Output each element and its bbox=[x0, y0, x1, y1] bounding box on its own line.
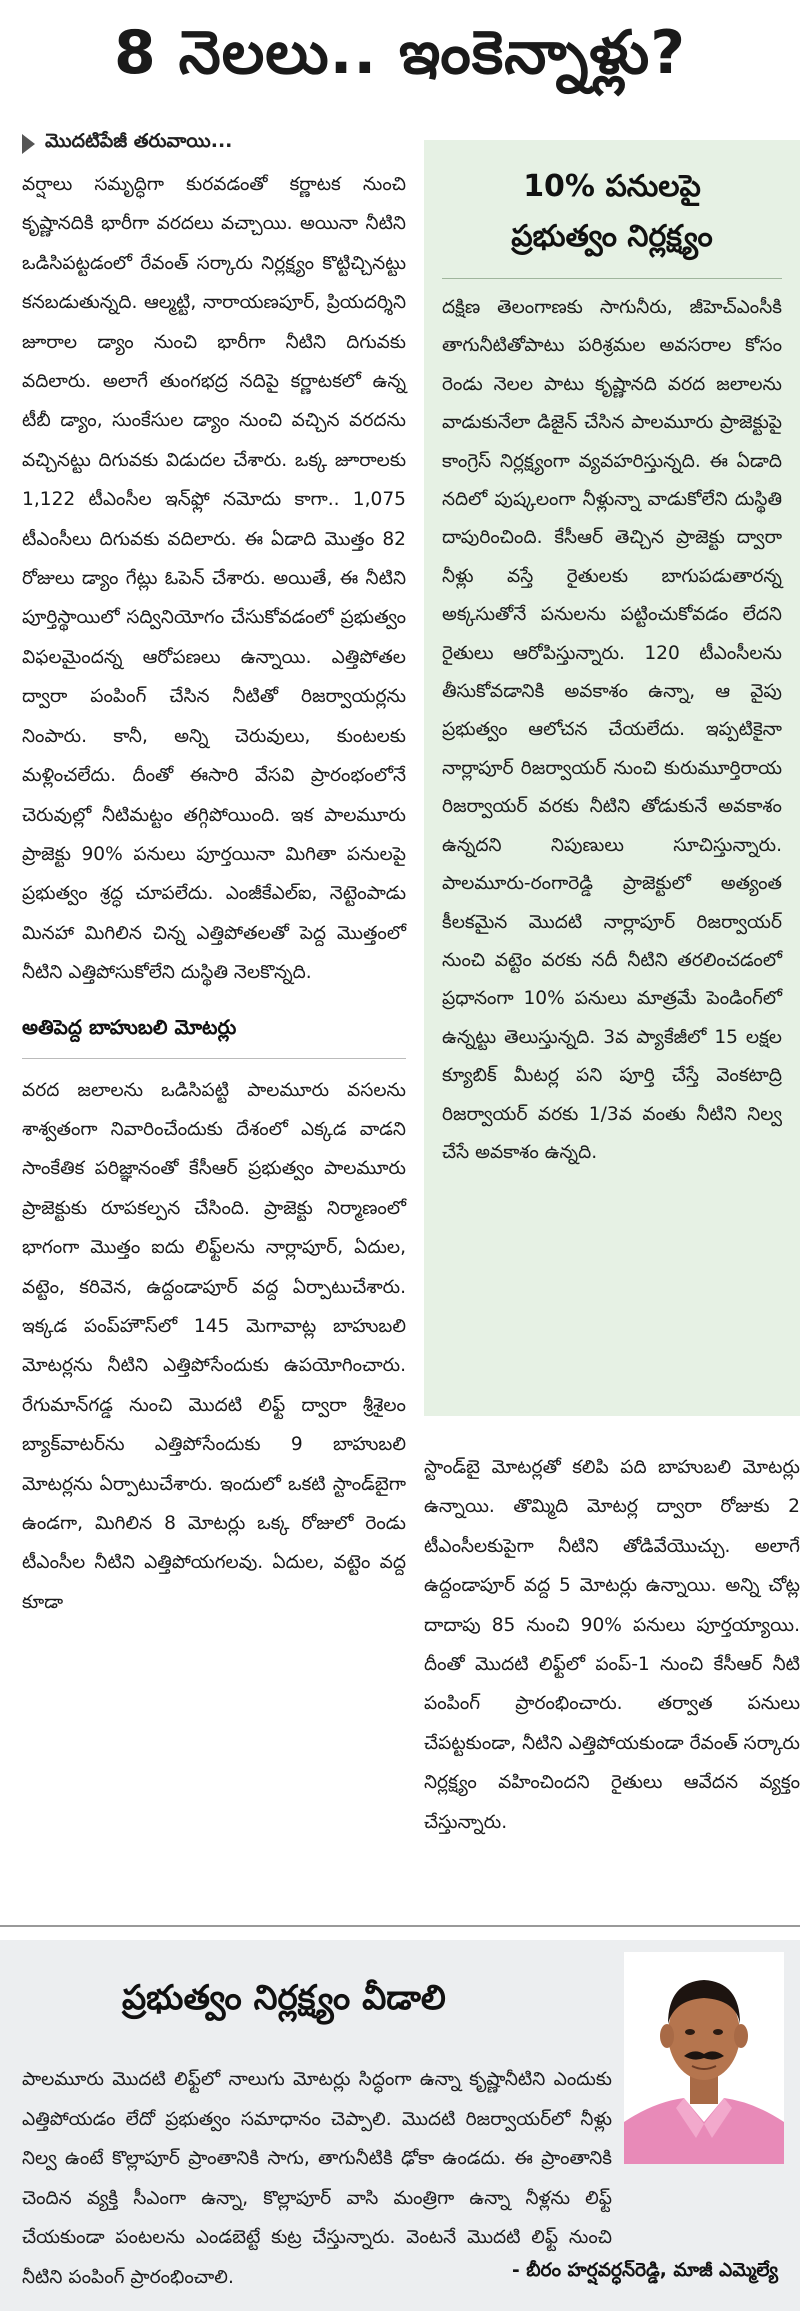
highlight-box bbox=[424, 140, 800, 1416]
article-body-part-2 bbox=[22, 1071, 406, 1623]
article-paragraph: వరద జలాలను ఒడిసిపట్టి పాలమూరు వసలను శాశ్వతంగా నివారించేందుకు దేశంలో ఎక్కడ వాడని సాంకేతిక పరిజ్ఞానంతో కేసీఆర్ ప్రభుత్వం పాలమూరు ప్రాజెక్టుకు రూపకల్పన చేసింది. ప్రాజెక్టు నిర్మాణంలో భాగంగా మొత్తం ఐదు లిఫ్ట్‌లను నార్లాపూర్, ఏదుల, వట్టెం, కరివెన, ఉద్దండాపూర్ వద్ద ఏర్పాటుచేశారు. ఇక్కడ పంప్‌హౌస్‌లో 145 మెగావాట్ల బాహుబలి మోటర్లను నీటిని ఎత్తిపోసేందుకు ఉపయోగించారు. రేగుమాన్‌గడ్డ నుంచి మొదటి లిఫ్ట్ ద్వారా శ్రీశైలం బ్యాక్‌వాటర్‌ను ఎత్తిపోసేందుకు 9 బాహుబలి మోటర్లను ఏర్పాటుచేశారు. ఇందులో ఒకటి స్టాండ్‌బైగా ఉండగా, మిగిలిన 8 మోటర్లు ఒక్క రోజులో రెండు టీఎంసీల నీటిని ఎత్తిపోయగలవు. ఏదుల, వట్టెం వద్ద కూడా bbox=[22, 1079, 406, 1613]
subhead-divider bbox=[22, 1058, 406, 1059]
quote-box-text: పాలమూరు మొదటి లిఫ్ట్‌లో నాలుగు మోటర్లు సిద్ధంగా ఉన్నా కృష్ణానీటిని ఎందుకు ఎత్తిపోయడం లేదో ప్రభుత్వం సమాధానం చెప్పాలి. మొదటి రిజర్వాయర్‌లో నీళ్లు నిల్వ ఉంటే కొల్లాపూర్ ప్రాంతానికి సాగు, తాగునీటికి ఢోకా ఉండదు. ఈ ప్రాంతానికి చెందిన వ్యక్తి సీఎంగా ఉన్నా, కొల్లాపూర్ వాసి మంత్రిగా ఉన్నా నీళ్లను లిఫ్ట్ చేయకుండా పంటలను ఎండబెట్టే కుట్ర చేస్తున్నారు. వెంటనే మొదటి లిఫ్ట్ నుంచి నీటిని పంపింగ్ ప్రారంభించాలి. bbox=[22, 2069, 612, 2288]
headline: 8 నెలలు.. ఇంకెన్నాళ్లు? bbox=[113, 18, 686, 88]
kicker bbox=[22, 130, 406, 157]
highlight-title-line-2: ప్రభుత్వం నిర్లక్ష్యం bbox=[511, 219, 713, 254]
highlight-box-title bbox=[442, 162, 782, 262]
person-portrait-icon bbox=[624, 1952, 784, 2164]
highlight-box-text: దక్షిణ తెలంగాణకు సాగునీరు, జీహెచ్ఎంసీకి తాగునీటితోపాటు పరిశ్రమల అవసరాల కోసం రెండు నెలల పాటు కృష్ణానది వరద జలాలను వాడుకునేలా డిజైన్ చేసిన పాలమూరు ప్రాజెక్టుపై కాంగ్రెస్ నిర్లక్ష్యంగా వ్యవహరిస్తున్నది. ఈ ఏడాది నదిలో పుష్కలంగా నీళ్లున్నా వాడుకోలేని దుస్థితి దాపురించింది. కేసీఆర్ తెచ్చిన ప్రాజెక్టు ద్వారా నీళ్లు వస్తే రైతులకు బాగుపడుతారన్న అక్కసుతోనే పనులను పట్టించుకోవడం లేదని రైతులు ఆరోపిస్తున్నారు. 120 టీఎంసీలను తీసుకోవడానికి అవకాశం ఉన్నా, ఆ వైపు ప్రభుత్వం ఆలోచన చేయలేదు. ఇప్పటికైనా నార్లాపూర్ రిజర్వాయర్ నుంచి కురుమూర్తిరాయ రిజర్వాయర్ వరకు నీటిని తోడుకునే అవకాశం ఉన్నదని నిపుణులు సూచిస్తున్నారు. పాలమూరు-రంగారెడ్డి ప్రాజెక్టులో అత్యంత కీలకమైన మొదటి నార్లాపూర్ రిజర్వాయర్ నుంచి వట్టెం వరకు నదీ నీటిని తరలించడంలో ప్రధానంగా 10% పనులు మాత్రమే పెండింగ్‌లో ఉన్నట్టు తెలుస్తున్నది. 3వ ప్యాకేజీలో 15 లక్షల క్యూబిక్ మీటర్ల పని పూర్తి చేస్తే వెంకటాద్రి రిజర్వాయర్ వరకు 1/3వ వంతు నీటిని నిల్వ చేసే అవకాశం ఉన్నది. bbox=[442, 297, 782, 1163]
quote-box-title: ప్రభుత్వం నిర్లక్ష్యం వీడాలి bbox=[122, 1978, 446, 2018]
triangle-bullet-icon bbox=[22, 134, 35, 154]
kicker-text: మొదటిపేజీ తరువాయి... bbox=[45, 130, 233, 152]
right-column-continued: స్టాండ్‌బై మోటర్లతో కలిపి పది బాహుబలి మోటర్లు ఉన్నాయి. తొమ్మిది మోటర్ల ద్వారా రోజుకు 2 టీఎంసీలకుపైగా నీటిని తోడివేయొచ్చు. అలాగే ఉద్దండాపూర్ వద్ద 5 మోటర్లు ఉన్నాయి. అన్ని చోట్ల దాదాపు 85 నుంచి 90% పనులు పూర్తయ్యాయి. దీంతో మొదటి లిఫ్ట్‌లో పంప్-1 నుంచి కేసీఆర్ నీటి పంపింగ్ ప్రారంభించారు. తర్వాత పనులు చేపట్టకుండా, నీటిని ఎత్తిపోయకుండా రేవంత్ సర్కారు నిర్లక్ష్యం వహించిందని రైతులు ఆవేదన వ్యక్తం చేస్తున్నారు. bbox=[424, 1457, 800, 1833]
quote-signature: - బీరం హర్షవర్ధన్‌రెడ్డి, మాజీ ఎమ్మెల్యే bbox=[512, 2260, 778, 2281]
left-column bbox=[22, 130, 406, 1622]
section-subhead: అతిపెద్ద బాహుబలి మోటర్లు bbox=[22, 1014, 237, 1039]
highlight-title-divider bbox=[442, 278, 782, 279]
article-body-part-1 bbox=[22, 165, 406, 993]
article-paragraph: వర్షాలు సమృద్ధిగా కురవడంతో కర్ణాటక నుంచి కృష్ణానదికి భారీగా వరదలు వచ్చాయి. అయినా నీటిని ఒడిసిపట్టడంలో రేవంత్ సర్కారు నిర్లక్ష్యం కొట్టిచ్చినట్టు కనబడుతున్నది. ఆల్మట్టి, నారాయణపూర్, ప్రియదర్శిని జూరాల డ్యాం నుంచి భారీగా నీటిని దిగువకు వదిలారు. అలాగే తుంగభద్ర నదిపై కర్ణాటకలో ఉన్న టీబీ డ్యాం, సుంకేసుల డ్యాం నుంచి వచ్చిన వరదను వచ్చినట్టు దిగువకు విడుదల చేశారు. ఒక్క జూరాలకు 1,122 టీఎంసీల ఇన్‌ఫ్లో నమోదు కాగా.. 1,075 టీఎంసీలు దిగువకు వదిలారు. ఈ ఏడాది మొత్తం 82 రోజులు డ్యాం గేట్లు ఓపెన్ చేశారు. అయితే, ఈ నీటిని పూర్తిస్థాయిలో సద్వినియోగం చేసుకోవడంలో ప్రభుత్వం విఫలమైందన్న ఆరోపణలు ఉన్నాయి. ఎత్తిపోతల ద్వారా పంపింగ్ చేసిన నీటితో రిజర్వాయర్లను నింపారు. కానీ, అన్ని చెరువులు, కుంటలకు మళ్లించలేదు. దీంతో ఈసారి వేసవి ప్రారంభంలోనే చెరువుల్లో నీటిమట్టం తగ్గిపోయింది. ఇక పాలమూరు ప్రాజెక్టు 90% పనులు పూర్తయినా మిగితా పనులపై ప్రభుత్వం శ్రద్ధ చూపలేదు. ఎంజీకేఎల్ఐ, నెట్టెంపాడు మినహా మిగిలిన చిన్న ఎత్తిపోతలతో పెద్ద మొత్తంలో నీటిని ఎత్తిపోసుకోలేని దుస్థితి నెలకొన్నది. bbox=[22, 174, 406, 984]
section-divider bbox=[0, 1925, 800, 1927]
highlight-title-line-1: 10% పనులపై bbox=[523, 169, 701, 204]
